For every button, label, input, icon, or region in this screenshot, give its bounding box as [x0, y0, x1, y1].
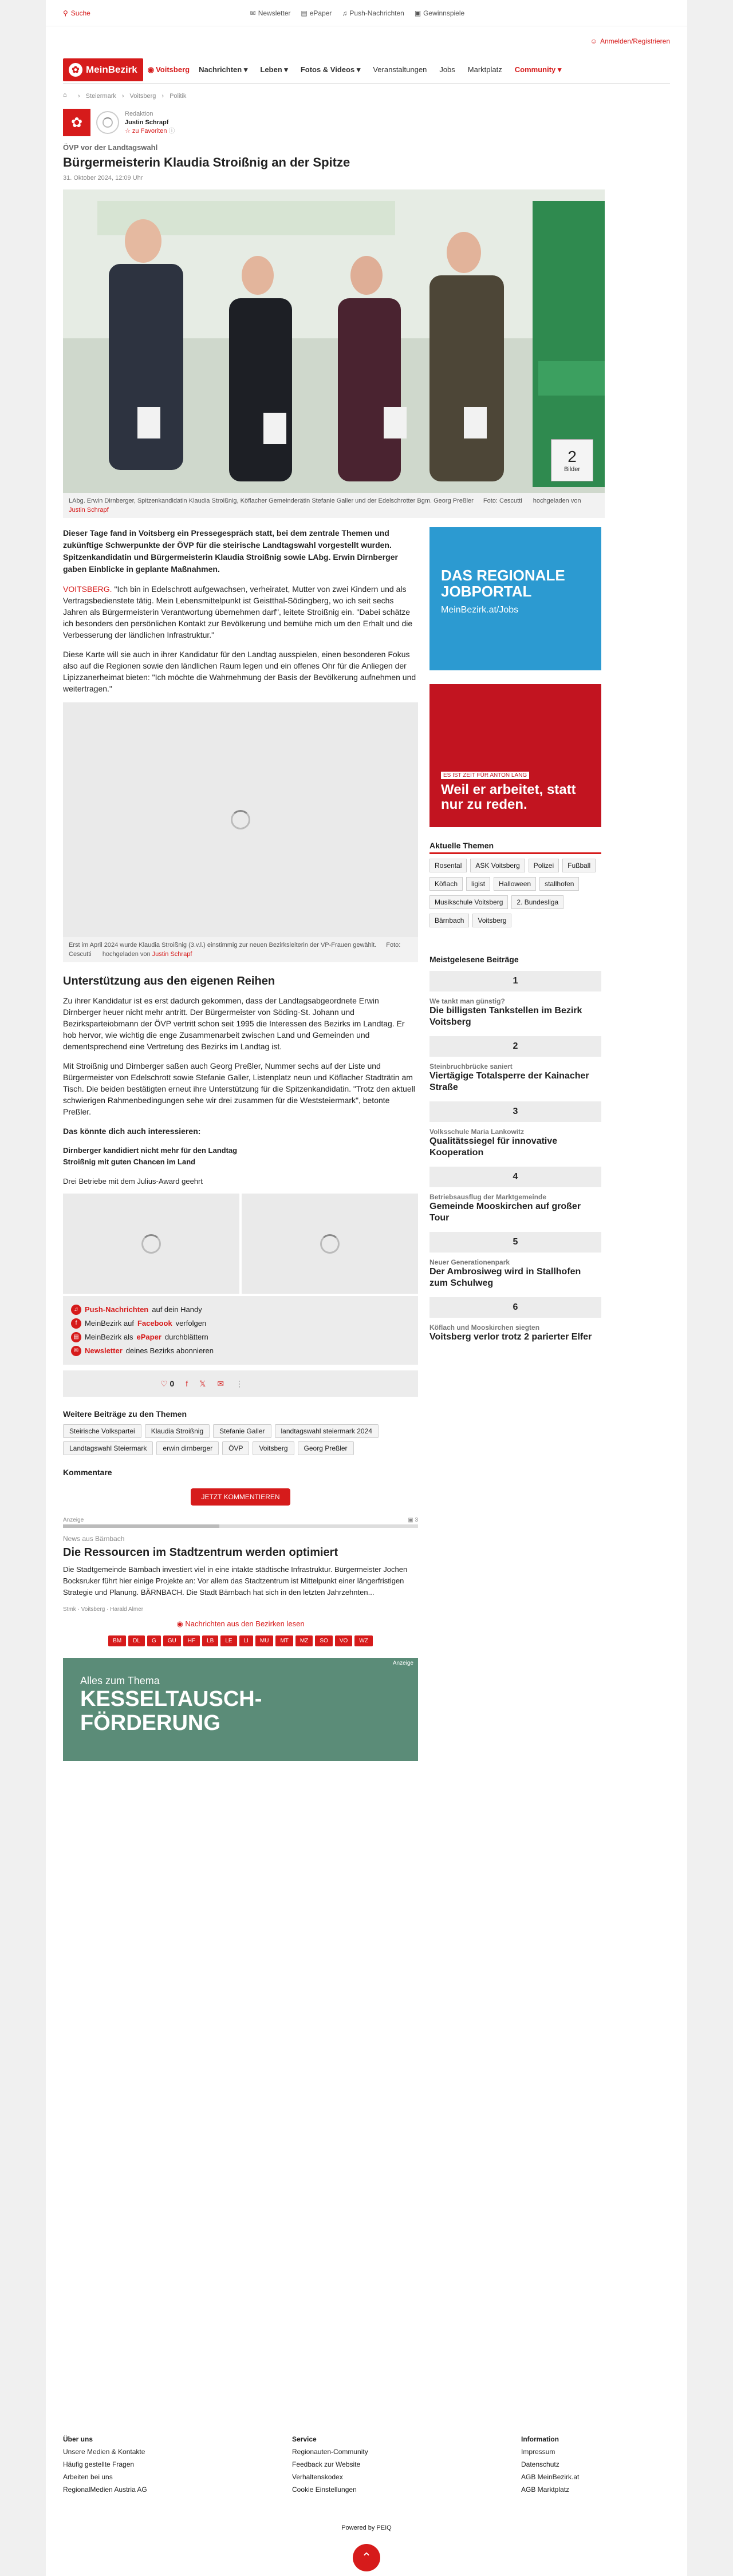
main-columns: [63, 527, 670, 1761]
related-images: [63, 1194, 418, 1294]
like-count: 0: [170, 1378, 175, 1388]
subscribe-text: deines Bezirks abonnieren: [125, 1346, 214, 1355]
footer-link[interactable]: Verhaltenskodex: [292, 2473, 343, 2481]
topic-tag[interactable]: Rosental: [429, 859, 467, 872]
image-count: ▣ 3: [408, 1517, 418, 1523]
hero-photo: [63, 189, 605, 493]
nav-label: Nachrichten: [199, 65, 242, 74]
page: [46, 0, 687, 2576]
powered-by[interactable]: Powered by PEIQ: [341, 2524, 392, 2531]
gift-icon: ▣: [414, 9, 421, 17]
redaktion-logo-icon: ✿: [63, 109, 90, 136]
tag[interactable]: Landtagswahl Steiermark: [63, 1441, 153, 1455]
district-button[interactable]: LE: [220, 1635, 237, 1646]
content-wrapper: [46, 26, 687, 1761]
caption-uploaded: hochgeladen von: [102, 951, 151, 958]
subscribe-text: auf dein Handy: [152, 1305, 202, 1314]
tag[interactable]: Voitsberg: [253, 1441, 294, 1455]
main-nav: [63, 56, 670, 84]
paper-icon: ▤: [71, 1332, 81, 1342]
interest-label: Das könnte dich auch interessieren:: [63, 1127, 201, 1136]
nav-label: Fotos & Videos: [300, 65, 355, 74]
teaser-progress-bar: [63, 1524, 418, 1528]
footer-link[interactable]: RegionalMedien Austria AG: [63, 2486, 147, 2494]
article-paragraph: Mit Stroißnig und Dirnberger saßen auch Georg Preßler, Nummer sechs auf der Liste und Bürgermeister von Edelschrott sowie Stefanie Galler, Listenplatz neun und Köflacher Stadträtin am Tisch. Die beiden bestätigten erneut ihre Unterstützung für die Spitzenkandidatin. "Trotz den aktuell schwierigen Rahmenbedingungen sehe wir drei zusammen für die Weststeiermark", betonte Preßler.: [63, 1061, 415, 1116]
subscribe-box: [63, 1296, 418, 1365]
article-paragraph: Diese Karte will sie auch in ihrer Kandidatur für den Landtag ausspielen, einen besonderen Fokus also auf die Regionen sowie den ländlichen Raum legen und ein offenes Ohr für die Anliegen der Lipizzanerheimat bieten: "Ich möchte die Wahrnehmung der Basis der Bevölkerung aufnehmen und weitertragen.": [63, 650, 416, 693]
item-kicker: Steinbruchbrücke saniert: [429, 1062, 513, 1070]
top-bar: [46, 0, 687, 26]
comments-title: Kommentare: [63, 1468, 112, 1477]
district-button[interactable]: MU: [255, 1635, 274, 1646]
gallery-count: 2: [568, 448, 577, 465]
rank: 4: [429, 1167, 601, 1187]
district-button[interactable]: BM: [108, 1635, 126, 1646]
region-news-label: Nachrichten aus den Bezirken lesen: [185, 1619, 305, 1628]
kesseltausch-banner[interactable]: [63, 1658, 418, 1761]
mail-icon[interactable]: ✉: [217, 1378, 224, 1388]
item-kicker: Köflach und Mooskirchen siegten: [429, 1323, 540, 1332]
footer-link[interactable]: Häufig gestellte Fragen: [63, 2460, 135, 2468]
home-icon[interactable]: ⌂: [63, 92, 67, 98]
interest-links: [63, 1145, 418, 1168]
subscribe-strong: Newsletter: [85, 1346, 123, 1355]
nav-leben[interactable]: Leben ▾: [260, 65, 288, 74]
caption-author-link[interactable]: Justin Schrapf: [69, 507, 109, 513]
subscribe-push[interactable]: [71, 1303, 410, 1317]
nav-nachrichten[interactable]: Nachrichten ▾: [199, 65, 248, 74]
item-kicker: Neuer Generationenpark: [429, 1258, 510, 1266]
logo-icon: ✿: [69, 63, 82, 77]
subscribe-epaper[interactable]: [71, 1330, 410, 1344]
most-read-item[interactable]: [429, 1036, 601, 1101]
nav-items: [199, 65, 561, 74]
district-button[interactable]: SO: [315, 1635, 332, 1646]
more-icon[interactable]: ⋮: [235, 1378, 244, 1388]
district-button[interactable]: HF: [183, 1635, 200, 1646]
footer-link[interactable]: Arbeiten bei uns: [63, 2473, 113, 2481]
footer-link[interactable]: Unsere Medien & Kontakte: [63, 2448, 145, 2456]
gewinnspiele-link[interactable]: [415, 9, 464, 17]
facebook-icon: f: [71, 1318, 81, 1329]
footer-link[interactable]: Cookie Einstellungen: [292, 2486, 357, 2494]
author-avatar[interactable]: [96, 111, 119, 134]
ad-title: DAS REGIONALE JOBPORTAL: [441, 567, 565, 600]
newsletter-link[interactable]: [250, 9, 291, 17]
related-image[interactable]: [242, 1194, 418, 1294]
article-lead: Dieser Tage fand in Voitsberg ein Pressegespräch statt, bei dem zentrale Themen und zukünftige Schwerpunkte der ÖVP für die steirische Landtagswahl vorgestellt wurden. Spitzenkandidatin und Bürgermeisterin Klaudia Stroißnig sowie LAbg. Erwin Dirnberger gaben Einblicke in geplante Maßnahmen.: [63, 528, 398, 574]
login-label: Anmelden/Registrieren: [600, 37, 670, 45]
subscribe-newsletter[interactable]: [71, 1344, 410, 1358]
district-button[interactable]: GU: [163, 1635, 181, 1646]
topic-tag[interactable]: Voitsberg: [472, 914, 511, 927]
district-button[interactable]: MZ: [295, 1635, 313, 1646]
loading-icon: [231, 810, 250, 829]
facebook-icon[interactable]: f: [186, 1379, 188, 1388]
dateline: VOITSBERG.: [63, 584, 112, 594]
district-button[interactable]: WZ: [354, 1635, 373, 1646]
most-read-item[interactable]: [429, 1101, 601, 1167]
subscribe-strong: ePaper: [136, 1333, 161, 1341]
article-paragraph: [63, 583, 418, 641]
gewinnspiele-label: Gewinnspiele: [423, 9, 465, 17]
subscribe-text: durchblättern: [164, 1333, 208, 1341]
newsletter-label: Newsletter: [258, 9, 291, 17]
crumb-sep: ›: [161, 93, 164, 100]
epaper-link[interactable]: [301, 9, 332, 17]
topic-tag[interactable]: Bärnbach: [429, 914, 469, 927]
article-image[interactable]: [63, 702, 418, 937]
tag[interactable]: Georg Preßler: [298, 1441, 354, 1455]
ad-subtitle: MeinBezirk.at/Jobs: [441, 605, 519, 615]
search-label: Suche: [70, 9, 90, 17]
region-selector[interactable]: [148, 65, 190, 74]
search-link[interactable]: [63, 9, 90, 17]
district-button[interactable]: DL: [128, 1635, 145, 1646]
bell-icon: ♫: [342, 9, 348, 17]
footer: [46, 2421, 687, 2571]
author-meta: [125, 110, 175, 136]
footer-link[interactable]: Regionauten-Community: [292, 2448, 368, 2456]
hero-caption: [63, 493, 605, 518]
topic-list: [429, 859, 601, 932]
nav-community[interactable]: Community ▾: [514, 65, 562, 74]
nav-veranstaltungen[interactable]: Veranstaltungen: [373, 65, 427, 74]
ad-label: Anzeige: [392, 1660, 413, 1666]
meta: Stmk: [63, 1606, 76, 1613]
author-box: [63, 109, 670, 136]
nav-label: Leben: [260, 65, 282, 74]
district-button[interactable]: MT: [275, 1635, 293, 1646]
topic-tag[interactable]: stallhofen: [539, 877, 579, 891]
topic-tag[interactable]: 2. Bundesliga: [511, 895, 563, 909]
scroll-top-button[interactable]: [353, 2544, 380, 2571]
crumb-sep: ›: [78, 93, 80, 100]
x-icon[interactable]: 𝕏: [199, 1378, 206, 1388]
rank: 6: [429, 1297, 601, 1318]
topic-tag[interactable]: Musikschule Voitsberg: [429, 895, 508, 909]
most-read-item[interactable]: [429, 1297, 601, 1351]
author-role: Redaktion: [125, 110, 153, 117]
footer-link[interactable]: AGB MeinBezirk.at: [521, 2473, 580, 2481]
footer-link[interactable]: AGB Marktplatz: [521, 2486, 570, 2494]
teaser-title[interactable]: Die Ressourcen im Stadtzentrum werden optimiert: [63, 1546, 338, 1559]
article-kicker: ÖVP vor der Landtagswahl: [63, 143, 158, 152]
caption-foto: Foto: Cescutti: [483, 497, 522, 504]
subscribe-strong: Facebook: [137, 1319, 172, 1327]
top-links: [250, 9, 465, 17]
search-icon: ⚲: [63, 9, 68, 17]
sponsored-teaser[interactable]: [63, 1517, 418, 1613]
ad-header: [63, 1517, 418, 1523]
region-label: Voitsberg: [156, 65, 190, 74]
caption-text: LAbg. Erwin Dirnberger, Spitzenkandidatin Klaudia Stroißnig, Köflacher Gemeinderätin Stefanie Galler und der Edelschrotter Bgm. Georg Preßler: [69, 497, 474, 504]
item-title: Voitsberg verlor trotz 2 parierter Elfer: [429, 1332, 592, 1342]
most-read-item[interactable]: [429, 1232, 601, 1297]
hero-image[interactable]: [63, 189, 605, 493]
loading-icon: [141, 1234, 161, 1254]
footer-heading: Service: [292, 2435, 317, 2443]
related-image[interactable]: [63, 1194, 239, 1294]
meta: Harald Almer: [110, 1606, 144, 1613]
nav-fotos[interactable]: Fotos & Videos ▾: [300, 65, 361, 74]
rank: 3: [429, 1101, 601, 1122]
rank: 2: [429, 1036, 601, 1057]
teaser-text: Die Stadtgemeinde Bärnbach investiert viel in eine intakte städtische Infrastruktur. Bürgermeister Jochen Bocksruker führt hier einige Projekte an: Vor allem das Stadtzentrum ist Mittelpunkt einer längerfristigen Strategie und Planung. BÄRNBACH. Die Stadt Bärnbach hat sich in den letzten Jahrzehnten...: [63, 1565, 408, 1597]
spoe-ad[interactable]: [429, 684, 601, 827]
logo-text: MeinBezirk: [86, 64, 137, 75]
paragraph-text: "Ich bin in Edelschrott aufgewachsen, verheiratet, Mutter von zwei Kindern und als Vertragsbedienstete tätig. Mein Lebensmittelpunkt ist Geistthal-Södingberg, wo ich seit sechs Jahren als Bürgermeisterin Verantwortung übernehmen darf", leitete Stroißnig ein. "Dabei schätze ich besonders den persönlichen Kontakt zur Bevölkerung und bemühe mich um den Erhalt und die Verbesserung der ländlichen Infrastruktur.": [63, 584, 413, 639]
push-link[interactable]: [342, 9, 404, 17]
caption-foto: Foto: Cescutti: [69, 942, 401, 958]
ad-label: Anzeige: [63, 1517, 84, 1523]
comment-button[interactable]: JETZT KOMMENTIEREN: [191, 1488, 290, 1506]
caption-author-link[interactable]: Justin Schrapf: [152, 951, 192, 958]
nav-jobs[interactable]: Jobs: [439, 65, 455, 74]
interest-link[interactable]: Drei Betriebe mit dem Julius-Award geehrt: [63, 1177, 203, 1186]
image-count-value: 3: [415, 1517, 418, 1523]
footer-col: [292, 2433, 441, 2496]
pin-icon: ◉: [147, 65, 155, 74]
article-body: [63, 527, 418, 1761]
author-name[interactable]: Justin Schrapf: [125, 118, 169, 126]
chevron-up-icon: ⌃: [361, 2550, 372, 2565]
tag[interactable]: Klaudia Stroißnig: [145, 1424, 210, 1438]
tag[interactable]: erwin dirnberger: [156, 1441, 219, 1455]
loading-icon: [320, 1234, 340, 1254]
breadcrumb: [63, 84, 670, 109]
crumb-politik[interactable]: Politik: [170, 93, 187, 100]
subscribe-strong: Push-Nachrichten: [85, 1305, 149, 1314]
item-title: Viertägige Totalsperre der Kainacher Straße: [429, 1071, 589, 1092]
interest-link[interactable]: Stroißnig mit guten Chancen im Land: [63, 1157, 196, 1166]
ad-kicker: ES IST ZEIT FÜR ANTON LANG: [441, 772, 529, 779]
login-row: [63, 26, 670, 56]
image-caption: [63, 937, 418, 962]
banner-small: Alles zum Thema: [80, 1675, 160, 1686]
region-news-link[interactable]: ◉ Nachrichten aus den Bezirken lesen: [176, 1619, 305, 1628]
district-button[interactable]: LB: [202, 1635, 218, 1646]
crumb-steiermark[interactable]: Steiermark: [85, 93, 116, 100]
item-title: Gemeinde Mooskirchen auf großer Tour: [429, 1202, 581, 1223]
district-button[interactable]: VO: [335, 1635, 352, 1646]
rank: 1: [429, 971, 601, 991]
most-read-item[interactable]: [429, 1167, 601, 1232]
article-date: 31. Oktober 2024, 12:09 Uhr: [63, 175, 143, 181]
rank: 5: [429, 1232, 601, 1253]
section-heading: Unterstützung aus den eigenen Reihen: [63, 975, 275, 987]
mail-icon: ✉: [71, 1346, 81, 1356]
tag[interactable]: ÖVP: [222, 1441, 249, 1455]
topic-tag[interactable]: Köflach: [429, 877, 463, 891]
item-title: Die billigsten Tankstellen im Bezirk Voitsberg: [429, 1006, 582, 1027]
article-title: Bürgermeisterin Klaudia Stroißnig an der Spitze: [63, 155, 350, 169]
gallery-counter[interactable]: [551, 439, 593, 481]
topic-tag[interactable]: ASK Voitsberg: [470, 859, 525, 872]
interest-link[interactable]: Dirnberger kandidiert nicht mehr für den Landtag: [63, 1146, 238, 1155]
item-title: Der Ambrosiweg wird in Stallhofen zum Schulweg: [429, 1267, 581, 1288]
mail-icon: ✉: [250, 9, 256, 17]
info-icon: ⓘ: [168, 127, 175, 135]
ad-title: Weil er arbeitet, statt nur zu reden.: [441, 782, 576, 812]
most-read-item[interactable]: [429, 971, 601, 1036]
tag[interactable]: Steirische Volkspartei: [63, 1424, 141, 1438]
item-kicker: Volksschule Maria Lankowitz: [429, 1128, 525, 1136]
subscribe-text: MeinBezirk als: [85, 1333, 133, 1341]
crumb-sep: ›: [121, 93, 124, 100]
push-label: Push-Nachrichten: [349, 9, 404, 17]
teaser-meta: Stmk · Voitsberg · Harald Almer: [63, 1606, 144, 1613]
related-topics-title: Weitere Beiträge zu den Themen: [63, 1409, 187, 1419]
footer-link[interactable]: Feedback zur Website: [292, 2460, 361, 2468]
topic-tag[interactable]: Halloween: [494, 877, 536, 891]
epaper-label: ePaper: [309, 9, 332, 17]
favorite-button[interactable]: ☆ zu Favoriten ⓘ: [125, 127, 175, 135]
bell-icon: ♫: [71, 1305, 81, 1315]
banner-big: KESSELTAUSCH- FÖRDERUNG: [80, 1687, 262, 1735]
topic-tag[interactable]: Polizei: [529, 859, 559, 872]
topic-tag[interactable]: ligist: [466, 877, 490, 891]
favorite-label: zu Favoriten: [132, 127, 167, 135]
meta: Voitsberg: [81, 1606, 105, 1613]
gallery-label: Bilder: [563, 466, 581, 473]
topics-title: Aktuelle Themen: [429, 841, 601, 854]
footer-link[interactable]: Impressum: [521, 2448, 555, 2456]
footer-link[interactable]: Datenschutz: [521, 2460, 559, 2468]
paper-icon: ▤: [301, 9, 308, 17]
subscribe-text: MeinBezirk auf: [85, 1319, 134, 1327]
caption-uploaded: hochgeladen von: [533, 497, 581, 504]
most-read-list: [429, 971, 601, 1351]
related-tags: [63, 1424, 418, 1455]
sidebar: [429, 527, 601, 1761]
subscribe-facebook[interactable]: [71, 1317, 410, 1330]
footer-columns: [63, 2421, 670, 2507]
footer-col: [63, 2433, 212, 2496]
district-links: [63, 1635, 418, 1646]
like-button[interactable]: ♡ 0: [160, 1378, 175, 1388]
district-button[interactable]: G: [147, 1635, 161, 1646]
nav-label: Community: [514, 65, 556, 74]
login-link[interactable]: [590, 37, 670, 45]
footer-col: [521, 2433, 670, 2496]
teaser-region: News aus Bärnbach: [63, 1535, 125, 1543]
share-bar: [63, 1370, 418, 1397]
caption-text: Erst im April 2024 wurde Klaudia Stroißnig (3.v.l.) einstimmig zur neuen Bezirksleiterin der VP-Frauen gewählt.: [69, 942, 377, 949]
topic-tag[interactable]: Fußball: [562, 859, 596, 872]
footer-heading: Über uns: [63, 2435, 93, 2443]
crumb-voitsberg[interactable]: Voitsberg: [129, 93, 156, 100]
tag[interactable]: Stefanie Galler: [213, 1424, 271, 1438]
subscribe-text: verfolgen: [175, 1319, 207, 1327]
loading-icon: [103, 117, 113, 128]
most-read-title: Meistgelesene Beiträge: [429, 955, 519, 964]
item-title: Qualitätssiegel für innovative Kooperation: [429, 1136, 558, 1157]
user-icon: ☺: [590, 37, 597, 45]
site-logo[interactable]: [63, 58, 143, 81]
district-button[interactable]: LI: [239, 1635, 253, 1646]
jobportal-ad[interactable]: [429, 527, 601, 670]
footer-heading: Information: [521, 2435, 559, 2443]
item-kicker: Betriebsausflug der Marktgemeinde: [429, 1193, 547, 1201]
tag[interactable]: landtagswahl steiermark 2024: [275, 1424, 379, 1438]
nav-marktplatz[interactable]: Marktplatz: [467, 65, 502, 74]
article-paragraph: Zu ihrer Kandidatur ist es erst dadurch gekommen, dass der Landtagsabgeordnete Erwin Dirnberger heuer nicht mehr antritt. Der Bürgermeister von Söding-St. Johann und Bezirksparteiobmann der ÖVP vertritt schon seit 1995 die Interessen des Bezirks im Landtag. Er hob hervor, wie wichtig die enge Zusammenarbeit zwischen Land und Gemeinden und dementsprechend eine Vertretung des Bezirks im Landtag ist.: [63, 996, 405, 1051]
item-kicker: We tankt man günstig?: [429, 997, 505, 1005]
